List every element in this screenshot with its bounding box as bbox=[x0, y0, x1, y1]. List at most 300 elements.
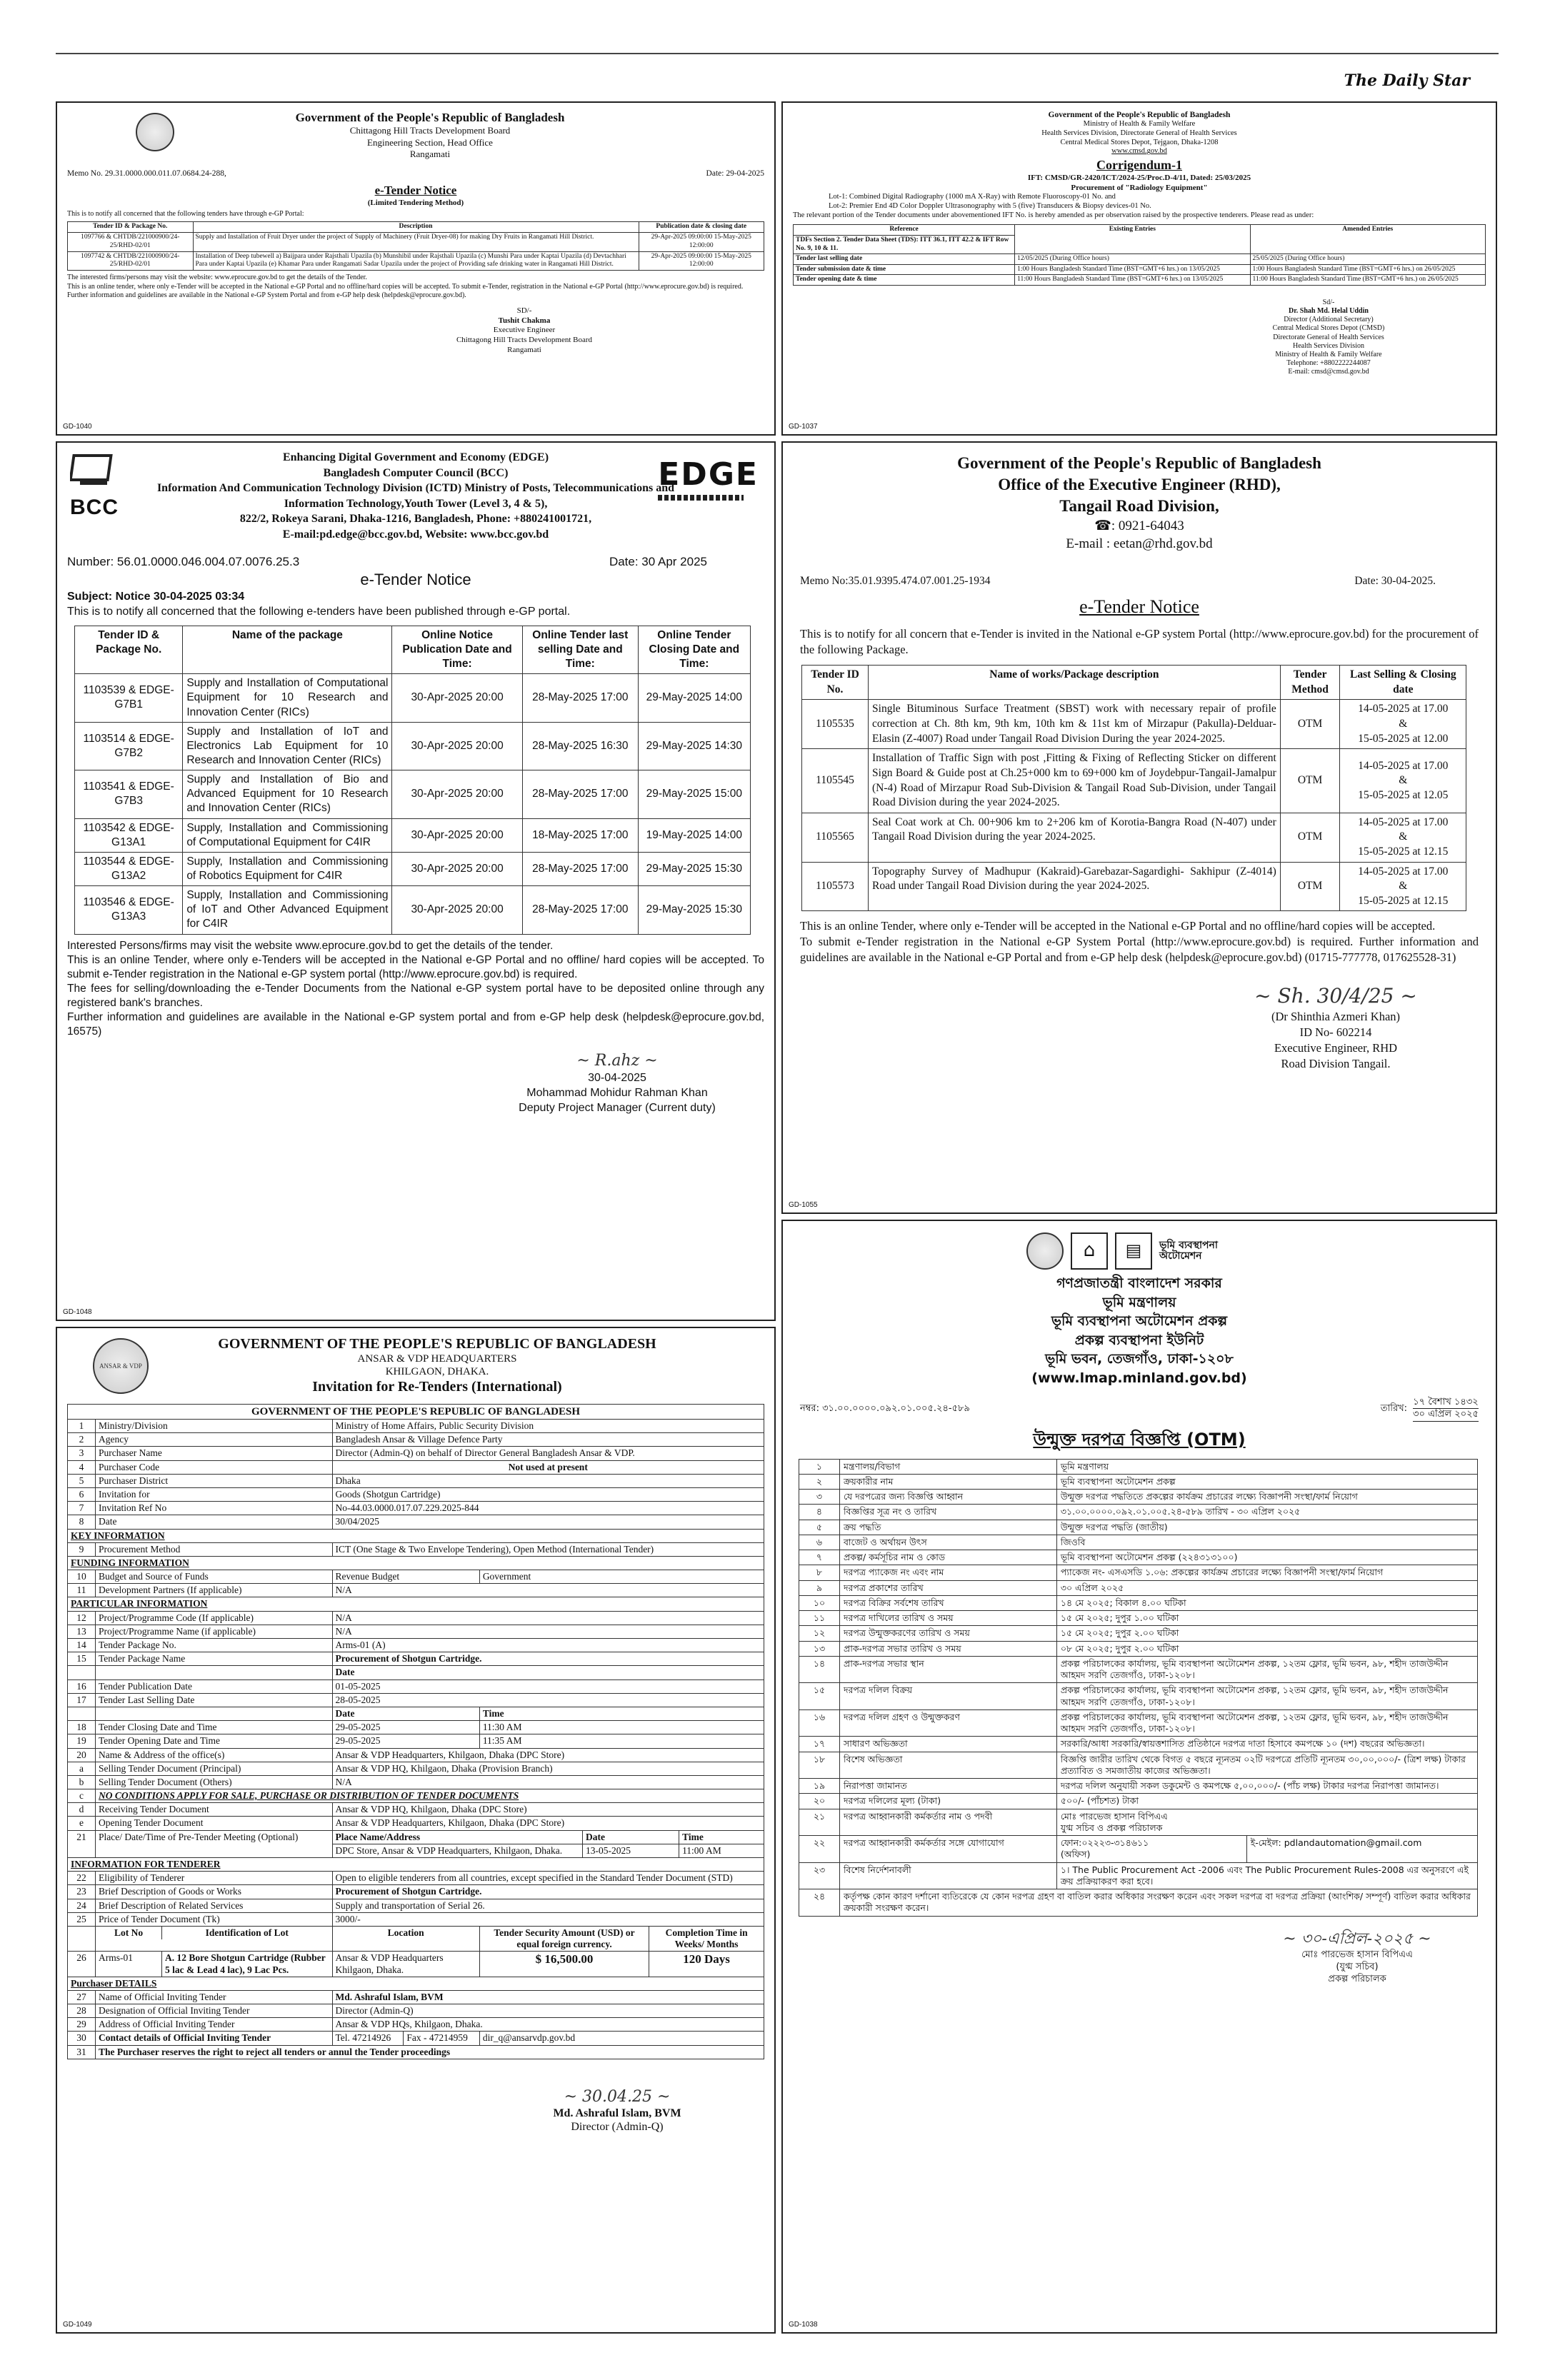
row-value: Date bbox=[332, 1707, 479, 1720]
ad6-sig-name: মোঃ পারভেজ হাসান বিপিএএ bbox=[1301, 1949, 1413, 1961]
table-row bbox=[68, 1652, 764, 1666]
section-header-row bbox=[68, 1977, 764, 1990]
row-number: ১৩ bbox=[799, 1641, 840, 1656]
table-row bbox=[68, 1693, 764, 1707]
package-name: Supply, Installation and Commissioning of Computational Equipment for C4IR bbox=[183, 818, 392, 852]
table-row bbox=[68, 2004, 764, 2018]
ad1-sig-org: Chittagong Hill Tracts Development Board bbox=[456, 336, 593, 344]
row-key: দরপত্র দাখিলের তারিখ ও সময় bbox=[839, 1611, 1056, 1626]
table-row bbox=[68, 1611, 764, 1625]
table-row bbox=[799, 1836, 1478, 1863]
ad2-line3: Central Medical Stores Depot, Tejgaon, Dhaka-1208 bbox=[1060, 138, 1219, 146]
row-key: দরপত্র দলিলের মূল্য (টাকা) bbox=[839, 1794, 1056, 1809]
row-value: Ansar & VDP HQ, Khilgaon, Dhaka (Provision Branch) bbox=[332, 1762, 764, 1775]
row-number: ২৪ bbox=[799, 1889, 840, 1917]
row-number: ১৮ bbox=[799, 1752, 840, 1779]
row-key: দরপত্র উন্মুক্তকরণের তারিখ ও সময় bbox=[839, 1626, 1056, 1641]
table-row bbox=[68, 1515, 764, 1529]
row-value: ICT (One Stage & Two Envelope Tendering), Open Method (International Tender) bbox=[332, 1542, 764, 1556]
row-value: Ansar & VDP HQ, Khilgaon, Dhaka (DPC Store) bbox=[332, 1803, 764, 1817]
row-value: N/A bbox=[332, 1584, 764, 1597]
publication-date: 30-Apr-2025 20:00 bbox=[392, 886, 522, 934]
row-number: ২৩ bbox=[799, 1862, 840, 1889]
ad3-sig-title: Deputy Project Manager (Current duty) bbox=[519, 1101, 716, 1114]
ad2-website: www.cmsd.gov.bd bbox=[1111, 147, 1167, 156]
row-key bbox=[96, 1666, 333, 1679]
table-row bbox=[799, 1474, 1478, 1489]
row-number: ১ bbox=[799, 1459, 840, 1474]
table-row bbox=[68, 2032, 764, 2045]
table-row bbox=[75, 722, 751, 770]
ad3-para2: This is an online Tender, where only e-Tenders will be accepted in the National e-GP Portal and no offline/ hard copies will be accepted. To submit e-Tender registration in the National e-GP system portal (http://www.eprocure.gov.bd) is required. bbox=[67, 953, 764, 980]
table-row bbox=[75, 674, 751, 722]
row-number: 19 bbox=[68, 1734, 96, 1748]
row-value: N/A bbox=[332, 1625, 764, 1638]
closing-date: 29-May-2025 14:00 bbox=[638, 674, 750, 722]
row-value: উন্মুক্ত দরপত্র পদ্ধতি (জাতীয়) bbox=[1056, 1520, 1477, 1535]
row-key: Eligibility of Tenderer bbox=[96, 1872, 333, 1885]
row-key: বিশেষ নির্দেশনাবলী bbox=[839, 1862, 1056, 1889]
row-key: Receiving Tender Document bbox=[96, 1803, 333, 1817]
package-name: Supply and Installation of Computational Equipment for 10 Research and Innovation Center (RICs) bbox=[183, 674, 392, 722]
row-number: ৪ bbox=[799, 1505, 840, 1520]
ad2-col-amended: Amended Entries bbox=[1250, 225, 1485, 254]
section-header-row bbox=[68, 1858, 764, 1872]
ad6-date-label: তারিখ: bbox=[1380, 1403, 1408, 1414]
ansar-seal-text: ANSAR & VDP bbox=[99, 1362, 142, 1370]
ad4-para1: This is an online Tender, where only e-Tender will be accepted in the National e-GP Portal and no offline/hard copies will be accepted. bbox=[800, 919, 1436, 933]
ad3-para1: Interested Persons/firms may visit the website www.eprocure.gov.bd to get the details of the tender. bbox=[67, 939, 554, 952]
row-number: ২ bbox=[799, 1474, 840, 1489]
row-value-2: 11:35 AM bbox=[479, 1734, 764, 1748]
work-description: Seal Coat work at Ch. 00+906 km to 2+206 km of Korotia-Bangra Road (N-407) under Tangail Road Division during the year 2024-2025. bbox=[869, 813, 1281, 862]
table-row bbox=[799, 1709, 1478, 1737]
row-value: N/A bbox=[332, 1775, 764, 1789]
row-key: প্রাক-দরপত্র সভার তারিখ ও সময় bbox=[839, 1641, 1056, 1656]
ad1-memo: Memo No. 29.31.0000.000.011.07.0684.24-288, bbox=[67, 169, 226, 178]
row-value: Ansar & VDP HQs, Khilgaon, Dhaka. bbox=[332, 2018, 764, 2032]
ampersand: & bbox=[1399, 774, 1408, 787]
ad1-title: Government of the People's Republic of Bangladesh bbox=[295, 111, 565, 124]
table-row bbox=[794, 254, 1486, 265]
ad1-line1: Chittagong Hill Tracts Development Board bbox=[349, 125, 511, 136]
tender-method: OTM bbox=[1280, 813, 1340, 862]
row-key: দরপত্র আহ্বানকারী কর্মকর্তার নাম ও পদবী bbox=[839, 1809, 1056, 1836]
row-key: Project/Programme Code (If applicable) bbox=[96, 1611, 333, 1625]
row-key: Invitation Ref No bbox=[96, 1502, 333, 1515]
table-row bbox=[75, 818, 751, 852]
selling-date: 28-May-2025 17:00 bbox=[522, 852, 638, 885]
row-value: Procurement of Shotgun Cartridge. bbox=[332, 1652, 764, 1666]
row-number: 28 bbox=[68, 2004, 96, 2018]
table-row bbox=[68, 1872, 764, 1885]
row-number: 26 bbox=[68, 1952, 96, 1977]
ad1-para3: Further information and guidelines are available in the National e-GP System Portal and from e-GP help desk (helpdesk@eprocure.gov.bd). bbox=[67, 291, 466, 300]
table-row bbox=[799, 1779, 1478, 1794]
row-number: ১৬ bbox=[799, 1709, 840, 1737]
row-key: Purchaser District bbox=[96, 1474, 333, 1487]
lot-security-amount: $ 16,500.00 bbox=[479, 1952, 649, 1977]
work-description: Topography Survey of Madhupur (Kakraid)-Garebazar-Sagardighi- Sakhipur (Z-4014) Road under Tangail Road Division during the year 2024-2025. bbox=[869, 862, 1281, 911]
row-key: The Purchaser reserves the right to reject all tenders or annul the Tender proceedings bbox=[96, 2045, 764, 2059]
row-value: 28-05-2025 bbox=[332, 1693, 764, 1707]
row-number: ৯ bbox=[799, 1580, 840, 1595]
row-key: Contact details of Official Inviting Tender bbox=[96, 2032, 333, 2045]
contact-email: dir_q@ansarvdp.gov.bd bbox=[479, 2032, 764, 2045]
table-row bbox=[68, 1885, 764, 1899]
row-key: Selling Tender Document (Others) bbox=[96, 1775, 333, 1789]
package-name: Supply, Installation and Commissioning of Robotics Equipment for C4IR bbox=[183, 852, 392, 885]
row-key: নিরাপত্তা জামানত bbox=[839, 1779, 1056, 1794]
table-row bbox=[68, 1830, 764, 1857]
ad2-sd: Sd/- bbox=[1322, 298, 1335, 306]
ad1-col-dates: Publication date & closing date bbox=[639, 221, 764, 232]
row-key: দরপত্র আহ্বানকারী কর্মকর্তার সঙ্গে যোগাযোগ bbox=[839, 1836, 1056, 1863]
table-row bbox=[68, 1625, 764, 1638]
closing-date: 15-05-2025 at 12.05 bbox=[1358, 788, 1449, 801]
section-header: KEY INFORMATION bbox=[68, 1529, 764, 1542]
table-row bbox=[799, 1595, 1478, 1610]
row-value: ০৮ মে ২০২৫; দুপুর ২.০০ ঘটিকা bbox=[1056, 1641, 1477, 1656]
ad2-signature-block bbox=[1193, 298, 1464, 377]
row-number: 12 bbox=[68, 1611, 96, 1625]
row-number: ৭ bbox=[799, 1550, 840, 1565]
row-value: দরপত্র দলিল অনুযায়ী সকল ডকুমেন্ট ও কমপক্ষে ৫,০০,০০০/- (পাঁচ লক্ষ) টাকার দরপত্র নিরাপত্তা জামানত। bbox=[1056, 1779, 1477, 1794]
ad3-date: Date: 30 Apr 2025 bbox=[609, 554, 707, 568]
ad2-ref: Tender submission date & time bbox=[794, 264, 1015, 275]
table-row bbox=[68, 1570, 764, 1584]
ad5-signature-block bbox=[496, 2088, 739, 2134]
row-number: 1 bbox=[68, 1420, 96, 1433]
work-description: Installation of Traffic Sign with post ,Fitting & Fixing of Reflecting Sticker on different Sign Board & Guide post at Ch.25+000 km to 69+000 km of Joydebpur-Tangail-Jamalpur (N-4) Road of Mirzapur Road Sub-Division & Tangail Road Sub-Division, under Tangail Road Division during the year 2024-2025. bbox=[869, 749, 1281, 813]
row-value: Arms-01 (A) bbox=[332, 1639, 764, 1652]
table-row bbox=[799, 1459, 1478, 1474]
ad6-date-english: ৩০ এপ্রিল ২০২৫ bbox=[1413, 1409, 1479, 1420]
ad4-handwritten-signature: ~ Sh. 30/4/25 ~ bbox=[1254, 984, 1417, 1008]
row-number: b bbox=[68, 1775, 96, 1789]
ad3-col-name: Name of the package bbox=[183, 626, 392, 673]
row-key: NO CONDITIONS APPLY FOR SALE, PURCHASE OR DISTRIBUTION OF TENDER DOCUMENTS bbox=[96, 1789, 764, 1803]
row-number: ১২ bbox=[799, 1626, 840, 1641]
row-number: ১৯ bbox=[799, 1779, 840, 1794]
selling-date: 28-May-2025 16:30 bbox=[522, 722, 638, 770]
ad2-title: Government of the People's Republic of Bangladesh bbox=[1048, 111, 1231, 119]
row-key: প্রকল্প/ কর্মসূচির নাম ও কোড bbox=[839, 1550, 1056, 1565]
ad3-handwritten-signature: ~ R.ahz ~ bbox=[576, 1051, 658, 1070]
pre-tender-time: 11:00 AM bbox=[679, 1844, 764, 1857]
ad6-signature-block bbox=[1250, 1929, 1464, 1986]
ad5-table-title: GOVERNMENT OF THE PEOPLE'S REPUBLIC OF BANGLADESH bbox=[68, 1405, 764, 1420]
ad2-existing: 12/05/2025 (During Office hours) bbox=[1015, 254, 1250, 265]
package-name: Supply and Installation of IoT and Electronics Lab Equipment for 10 Research and Innovation Center (RICs) bbox=[183, 722, 392, 770]
tender-dates bbox=[1340, 749, 1466, 813]
ad3-tender-table bbox=[74, 626, 751, 935]
ansar-vdp-seal-icon bbox=[93, 1338, 149, 1394]
last-selling-date: 14-05-2025 at 17.00 bbox=[1358, 815, 1449, 828]
table-row bbox=[68, 1474, 764, 1487]
row-value: ভূমি ব্যবস্থাপনা অটোমেশন প্রকল্প (২২৪৩১৩১০০) bbox=[1056, 1550, 1477, 1565]
row-value: Ansar & VDP Headquarters, Khilgaon, Dhaka (DPC Store) bbox=[332, 1817, 764, 1830]
row-value: উন্মুক্ত দরপত্র পদ্ধতিতে প্রকল্পের কার্যক্রম প্রচারের লক্ষ্যে বিজ্ঞাপনী সংস্থা/ফার্ম নিয়োগ bbox=[1056, 1490, 1477, 1505]
table-row bbox=[799, 1580, 1478, 1595]
table-row bbox=[68, 2018, 764, 2032]
ad2-procurement: Procurement of "Radiology Equipment" bbox=[1071, 183, 1208, 192]
row-value: ১৫ মে ২০২৫; দুপুর ১.০০ ঘটিকা bbox=[1056, 1611, 1477, 1626]
ad5-sig-name: Md. Ashraful Islam, BVM bbox=[553, 2107, 681, 2120]
row-number bbox=[68, 1666, 96, 1679]
ad2-line2: Health Services Division, Directorate General of Health Services bbox=[1041, 129, 1237, 137]
ad6-handwritten-signature: ~ ৩০-এপ্রিল-২০২৫ ~ bbox=[1283, 1929, 1431, 1948]
ampersand: & bbox=[1399, 880, 1408, 893]
ad1-date: Date: 29-04-2025 bbox=[706, 169, 764, 178]
row-value: ১৪ মে ২০২৫; বিকাল ৪.০০ ঘটিকা bbox=[1056, 1595, 1477, 1610]
ad3-gd-code: GD-1048 bbox=[63, 1308, 92, 1316]
ad6-title3: ভূমি ব্যবস্থাপনা অটোমেশন প্রকল্প bbox=[1051, 1313, 1228, 1330]
ad4-gd-code: GD-1055 bbox=[789, 1200, 818, 1209]
table-row bbox=[794, 264, 1486, 275]
lot-row bbox=[68, 1952, 764, 1977]
ad6-title2: ভূমি মন্ত্রণালয় bbox=[1102, 1294, 1176, 1310]
lot-ident-header: Identification of Lot bbox=[205, 1927, 289, 1938]
tender-description: Supply and Installation of Fruit Dryer under the project of Supply of Machinery (Fruit Dryer-08) for making Dry Fruits in Rangamati Hill District. bbox=[193, 232, 639, 251]
ad2-lot1: Lot-1: Combined Digital Radiography (1000 mA X-Ray) with Remote Fluoroscopy-01 No. and bbox=[829, 192, 1116, 201]
row-number: 9 bbox=[68, 1542, 96, 1556]
table-row bbox=[68, 1679, 764, 1693]
row-number: 29 bbox=[68, 2018, 96, 2032]
ad5-tender-table bbox=[67, 1404, 764, 2059]
tender-dates: 29-Apr-2025 09:00:00 15-May-2025 12:00:00 bbox=[639, 251, 764, 271]
government-seal-icon bbox=[1026, 1232, 1064, 1270]
row-key: Opening Tender Document bbox=[96, 1817, 333, 1830]
row-number: a bbox=[68, 1762, 96, 1775]
pre-tender-time-header: Time bbox=[679, 1831, 764, 1844]
row-value: ৩১.০০.০০০০.০৯২.০১.০০৫.২৪-৫৮৯ তারিখ - ৩০ এপ্রিল ২০২৫ bbox=[1056, 1505, 1477, 1520]
tender-dates bbox=[1340, 813, 1466, 862]
row-number: 20 bbox=[68, 1748, 96, 1762]
ad5-title1: GOVERNMENT OF THE PEOPLE'S REPUBLIC OF BANGLADESH bbox=[218, 1336, 656, 1352]
row-number bbox=[68, 1707, 96, 1720]
ad3-line2: Bangladesh Computer Council (BCC) bbox=[323, 466, 509, 479]
ad6-gd-code: GD-1038 bbox=[789, 2321, 818, 2329]
row-number: 6 bbox=[68, 1487, 96, 1501]
tender-id: 1103544 & EDGE-G13A2 bbox=[75, 852, 183, 885]
ad1-para2: This is an online tender, where only e-Tender will be accepted in the National e-GP Portal and no offline/hard copies will be accepted. To submit e-Tender, registration in the National e-GP Portal (http://www.eprocure.gov.bd) is required. bbox=[67, 282, 744, 291]
row-key: Tender Package No. bbox=[96, 1639, 333, 1652]
ampersand: & bbox=[1399, 718, 1408, 730]
row-value: Revenue Budget bbox=[332, 1570, 479, 1584]
section-header: Purchaser DETAILS bbox=[68, 1977, 764, 1990]
publication-date: 30-Apr-2025 20:00 bbox=[392, 770, 522, 818]
row-key: Purchaser Code bbox=[96, 1460, 333, 1474]
row-key: দরপত্র দলিল বিক্রয় bbox=[839, 1683, 1056, 1710]
ad4-sig-title: Executive Engineer, RHD bbox=[1274, 1041, 1398, 1055]
table-row bbox=[68, 1433, 764, 1447]
row-key: ক্রয়কারীর নাম bbox=[839, 1474, 1056, 1489]
row-key: দরপত্র প্রকাশের তারিখ bbox=[839, 1580, 1056, 1595]
row-value: Supply and transportation of Serial 26. bbox=[332, 1899, 764, 1912]
row-key: Development Partners (If applicable) bbox=[96, 1584, 333, 1597]
row-key: Address of Official Inviting Tender bbox=[96, 2018, 333, 2032]
ad4-date: Date: 30-04-2025. bbox=[1354, 575, 1436, 588]
row-number: 23 bbox=[68, 1885, 96, 1899]
ad2-sig-l6: Telephone: +8802222244087 bbox=[1286, 359, 1371, 368]
row-number: 25 bbox=[68, 1912, 96, 1926]
row-number: 8 bbox=[68, 1515, 96, 1529]
row-value: Ministry of Home Affairs, Public Security Division bbox=[332, 1420, 764, 1433]
tender-dates: 29-Apr-2025 09:00:00 15-May-2025 12:00:00 bbox=[639, 232, 764, 251]
row-value: Md. Ashraful Islam, BVM bbox=[332, 1990, 764, 2004]
row-number: ১৪ bbox=[799, 1656, 840, 1683]
ad2-ref: Tender opening date & time bbox=[794, 275, 1015, 286]
ad1-heading: e-Tender Notice bbox=[374, 184, 457, 198]
ad4-memo: Memo No:35.01.9395.474.07.001.25-1934 bbox=[800, 575, 991, 588]
row-value-2: 11:30 AM bbox=[479, 1721, 764, 1734]
section-header-row bbox=[68, 1556, 764, 1570]
ad3-sig-date: 30-04-2025 bbox=[588, 1072, 646, 1085]
ad6-website: (www.lmap.minland.gov.bd) bbox=[1031, 1370, 1247, 1386]
ad2-existing: 11:00 Hours Bangladesh Standard Time (BST=GMT+6 hrs.) on 13/05/2025 bbox=[1015, 275, 1250, 286]
table-row bbox=[802, 700, 1466, 749]
row-number: ৬ bbox=[799, 1535, 840, 1550]
table-row bbox=[794, 275, 1486, 286]
lot-header-row bbox=[68, 1926, 764, 1951]
house-icon: ⌂ bbox=[1071, 1232, 1108, 1270]
section-header-row bbox=[68, 1597, 764, 1611]
table-row bbox=[68, 1460, 764, 1474]
ad4-title3: Tangail Road Division, bbox=[1059, 496, 1219, 515]
section-header: INFORMATION FOR TENDERER bbox=[68, 1858, 764, 1872]
table-row bbox=[68, 1817, 764, 1830]
closing-date: 15-05-2025 at 12.00 bbox=[1358, 732, 1449, 745]
table-row bbox=[799, 1505, 1478, 1520]
ad1-line3: Rangamati bbox=[409, 148, 451, 159]
ad2-ref: Tender last selling date bbox=[794, 254, 1015, 265]
table-row bbox=[799, 1565, 1478, 1580]
ad1-method: (Limited Tendering Method) bbox=[367, 198, 464, 207]
ad5-title3: KHILGAON, DHAKA. bbox=[385, 1366, 489, 1377]
work-description: Single Bituminous Surface Treatment (SBST) work with necessary repair of profile correction at Ch. 8th km, 9th km, 10th km & 11st km of Mirzapur (Pakulla)-Delduar-Elasin (Z-4007) Road under Tangail Road Division During the year 2024-2025. bbox=[869, 700, 1281, 749]
table-row bbox=[799, 1889, 1478, 1917]
row-number: ২১ bbox=[799, 1809, 840, 1836]
row-value: Bangladesh Ansar & Village Defence Party bbox=[332, 1433, 764, 1447]
table-row bbox=[68, 1803, 764, 1817]
row-value: প্রকল্প পরিচালকের কার্যালয়, ভূমি ব্যবস্থাপনা অটোমেশন প্রকল্প, ১২তম ফ্লোর, ভূমি ভবন, ৯৮, শহীদ তাজউদ্দীন আহমদ সরণি তেজগাঁও, ঢাকা-১২০৮। bbox=[1056, 1709, 1477, 1737]
ampersand: & bbox=[1399, 830, 1408, 843]
ad6-logo-row bbox=[793, 1232, 1486, 1270]
ad2-sig-l7: E-mail: cmsd@cmsd.gov.bd bbox=[1288, 368, 1369, 376]
table-row bbox=[68, 1748, 764, 1762]
row-value: ১। The Public Procurement Act -2006 এবং The Public Procurement Rules-2008 এর অনুসরণে এই ক্রয় প্রক্রিয়াকরণ করা হবে। bbox=[1056, 1862, 1477, 1889]
tender-id: 1097742 & CHTDB/221000900/24-25/RHD-02/01 bbox=[68, 251, 194, 271]
ad2-ref-head: TDFs Section 2. Tender Data Sheet (TDS): ITT 36.1, ITT 42.2 & IFT Row No. 9, 10 & 11. bbox=[794, 235, 1015, 253]
table-row bbox=[799, 1752, 1478, 1779]
table-row bbox=[799, 1490, 1478, 1505]
ad3-subject: Subject: Notice 30-04-2025 03:34 bbox=[67, 591, 245, 603]
table-row bbox=[68, 1707, 764, 1720]
ad3-col-close: Online Tender Closing Date and Time: bbox=[638, 626, 750, 673]
lot-location-header: Location bbox=[332, 1926, 479, 1951]
ad3-line1: Enhancing Digital Government and Economy (EDGE) bbox=[282, 451, 549, 463]
row-number: 27 bbox=[68, 1990, 96, 2004]
selling-date: 28-May-2025 17:00 bbox=[522, 674, 638, 722]
computer-monitor-icon bbox=[70, 453, 120, 488]
row-number: e bbox=[68, 1817, 96, 1830]
ad5-gd-code: GD-1049 bbox=[63, 2321, 92, 2329]
table-row bbox=[799, 1550, 1478, 1565]
closing-date: 15-05-2025 at 12.15 bbox=[1358, 845, 1449, 858]
last-selling-date: 14-05-2025 at 17.00 bbox=[1358, 759, 1449, 772]
row-number: 4 bbox=[68, 1460, 96, 1474]
ad4-col-method: Tender Method bbox=[1280, 666, 1340, 700]
tender-id: 1103514 & EDGE-G7B2 bbox=[75, 722, 183, 770]
tender-method: OTM bbox=[1280, 700, 1340, 749]
row-value-2: Time bbox=[479, 1707, 764, 1720]
ad3-line3: Information And Communication Technology Division (ICTD) Ministry of Posts, Telecommunications and Information Technology,Youth Tower (Level 3, 4 & 5), bbox=[156, 482, 675, 510]
tender-id: 1103541 & EDGE-G7B3 bbox=[75, 770, 183, 818]
ad4-title2: Office of the Executive Engineer (RHD), bbox=[998, 475, 1281, 493]
ad4-heading: e-Tender Notice bbox=[1079, 596, 1199, 617]
row-value: প্যাকেজ নং- এসএসডি ১.০৬: প্রকল্পের কার্যক্রম প্রচারের লক্ষ্যে বিজ্ঞাপনী সংস্থা/ফার্ম নিয়োগ bbox=[1056, 1565, 1477, 1580]
row-value: Procurement of Shotgun Cartridge. bbox=[332, 1885, 764, 1899]
table-row bbox=[799, 1862, 1478, 1889]
row-number: 24 bbox=[68, 1899, 96, 1912]
table-row bbox=[802, 813, 1466, 862]
ad4-col-desc: Name of works/Package description bbox=[869, 666, 1281, 700]
package-name: Supply and Installation of Bio and Advanced Equipment for 10 Research and Innovation Center (RICs) bbox=[183, 770, 392, 818]
row-value: Ansar & VDP Headquarters, Khilgaon, Dhaka (DPC Store) bbox=[332, 1748, 764, 1762]
ad2-amended: 11:00 Hours Bangladesh Standard Time (BST=GMT+6 hrs.) on 26/05/2025 bbox=[1250, 275, 1485, 286]
ad5-heading: Invitation for Re-Tenders (International) bbox=[312, 1379, 562, 1395]
row-key bbox=[96, 1707, 333, 1720]
table-row bbox=[68, 1542, 764, 1556]
closing-date: 19-May-2025 14:00 bbox=[638, 818, 750, 852]
row-value: ভূমি মন্ত্রণালয় bbox=[1056, 1459, 1477, 1474]
row-value-2: Government bbox=[479, 1570, 764, 1584]
publication-date: 30-Apr-2025 20:00 bbox=[392, 852, 522, 885]
table-row bbox=[68, 1420, 764, 1433]
ad3-col-sell: Online Tender last selling Date and Time: bbox=[522, 626, 638, 673]
table-row bbox=[799, 1794, 1478, 1809]
bcc-logo bbox=[70, 453, 127, 521]
row-value: প্রকল্প পরিচালকের কার্যালয়, ভূমি ব্যবস্থাপনা অটোমেশন প্রকল্প, ১২তম ফ্লোর, ভূমি ভবন, ৯৮, শহীদ তাজউদ্দীন আহমদ সরণি তেজগাঁও, ঢাকা-১২০৮। bbox=[1056, 1683, 1477, 1710]
row-number: ৩ bbox=[799, 1490, 840, 1505]
row-key: Date bbox=[96, 1515, 333, 1529]
table-row bbox=[799, 1809, 1478, 1836]
row-value: 29-05-2025 bbox=[332, 1734, 479, 1748]
ad2-lot2: Lot-2: Premier End 4D Color Doppler Ultrasonography with 5 (five) Transducers & Biopsy devices-01 No. bbox=[829, 201, 1151, 210]
row-key: Designation of Official Inviting Tender bbox=[96, 2004, 333, 2018]
row-number: 15 bbox=[68, 1652, 96, 1666]
tender-id: 1097766 & CHTDB/221000900/24-25/RHD-02/01 bbox=[68, 232, 194, 251]
row-number: ১১ bbox=[799, 1611, 840, 1626]
row-value: No-44.03.0000.017.07.229.2025-844 bbox=[332, 1502, 764, 1515]
row-value: 01-05-2025 bbox=[332, 1679, 764, 1693]
ad3-number: Number: 56.01.0000.046.004.07.0076.25.3 bbox=[67, 554, 300, 568]
row-number: 21 bbox=[68, 1830, 96, 1857]
ad4-sig-name: (Dr Shinthia Azmeri Khan) bbox=[1271, 1010, 1401, 1024]
row-key: দরপত্র প্যাকেজ নং এবং নাম bbox=[839, 1565, 1056, 1580]
row-key: দরপত্র দলিল গ্রহণ ও উন্মুক্তকরণ bbox=[839, 1709, 1056, 1737]
ad4-signature-block bbox=[1207, 983, 1464, 1072]
ad1-gd-code: GD-1040 bbox=[63, 422, 92, 431]
ad-chtdb-etender bbox=[56, 101, 776, 436]
table-row bbox=[799, 1535, 1478, 1550]
ad3-heading: e-Tender Notice bbox=[360, 570, 471, 588]
ad3-para3: The fees for selling/downloading the e-Tender Documents from the National e-GP system portal have to be deposited online through any registered bank's branches. bbox=[67, 982, 764, 1010]
ad2-intro: The relevant portion of the Tender documents under abovementioned IFT No. is hereby amended as per observation raised by the prospective tenderers. Please read as under: bbox=[793, 211, 1314, 219]
government-seal-icon bbox=[136, 113, 174, 151]
row-key: বাজেট ও অর্থায়ন উৎস bbox=[839, 1535, 1056, 1550]
